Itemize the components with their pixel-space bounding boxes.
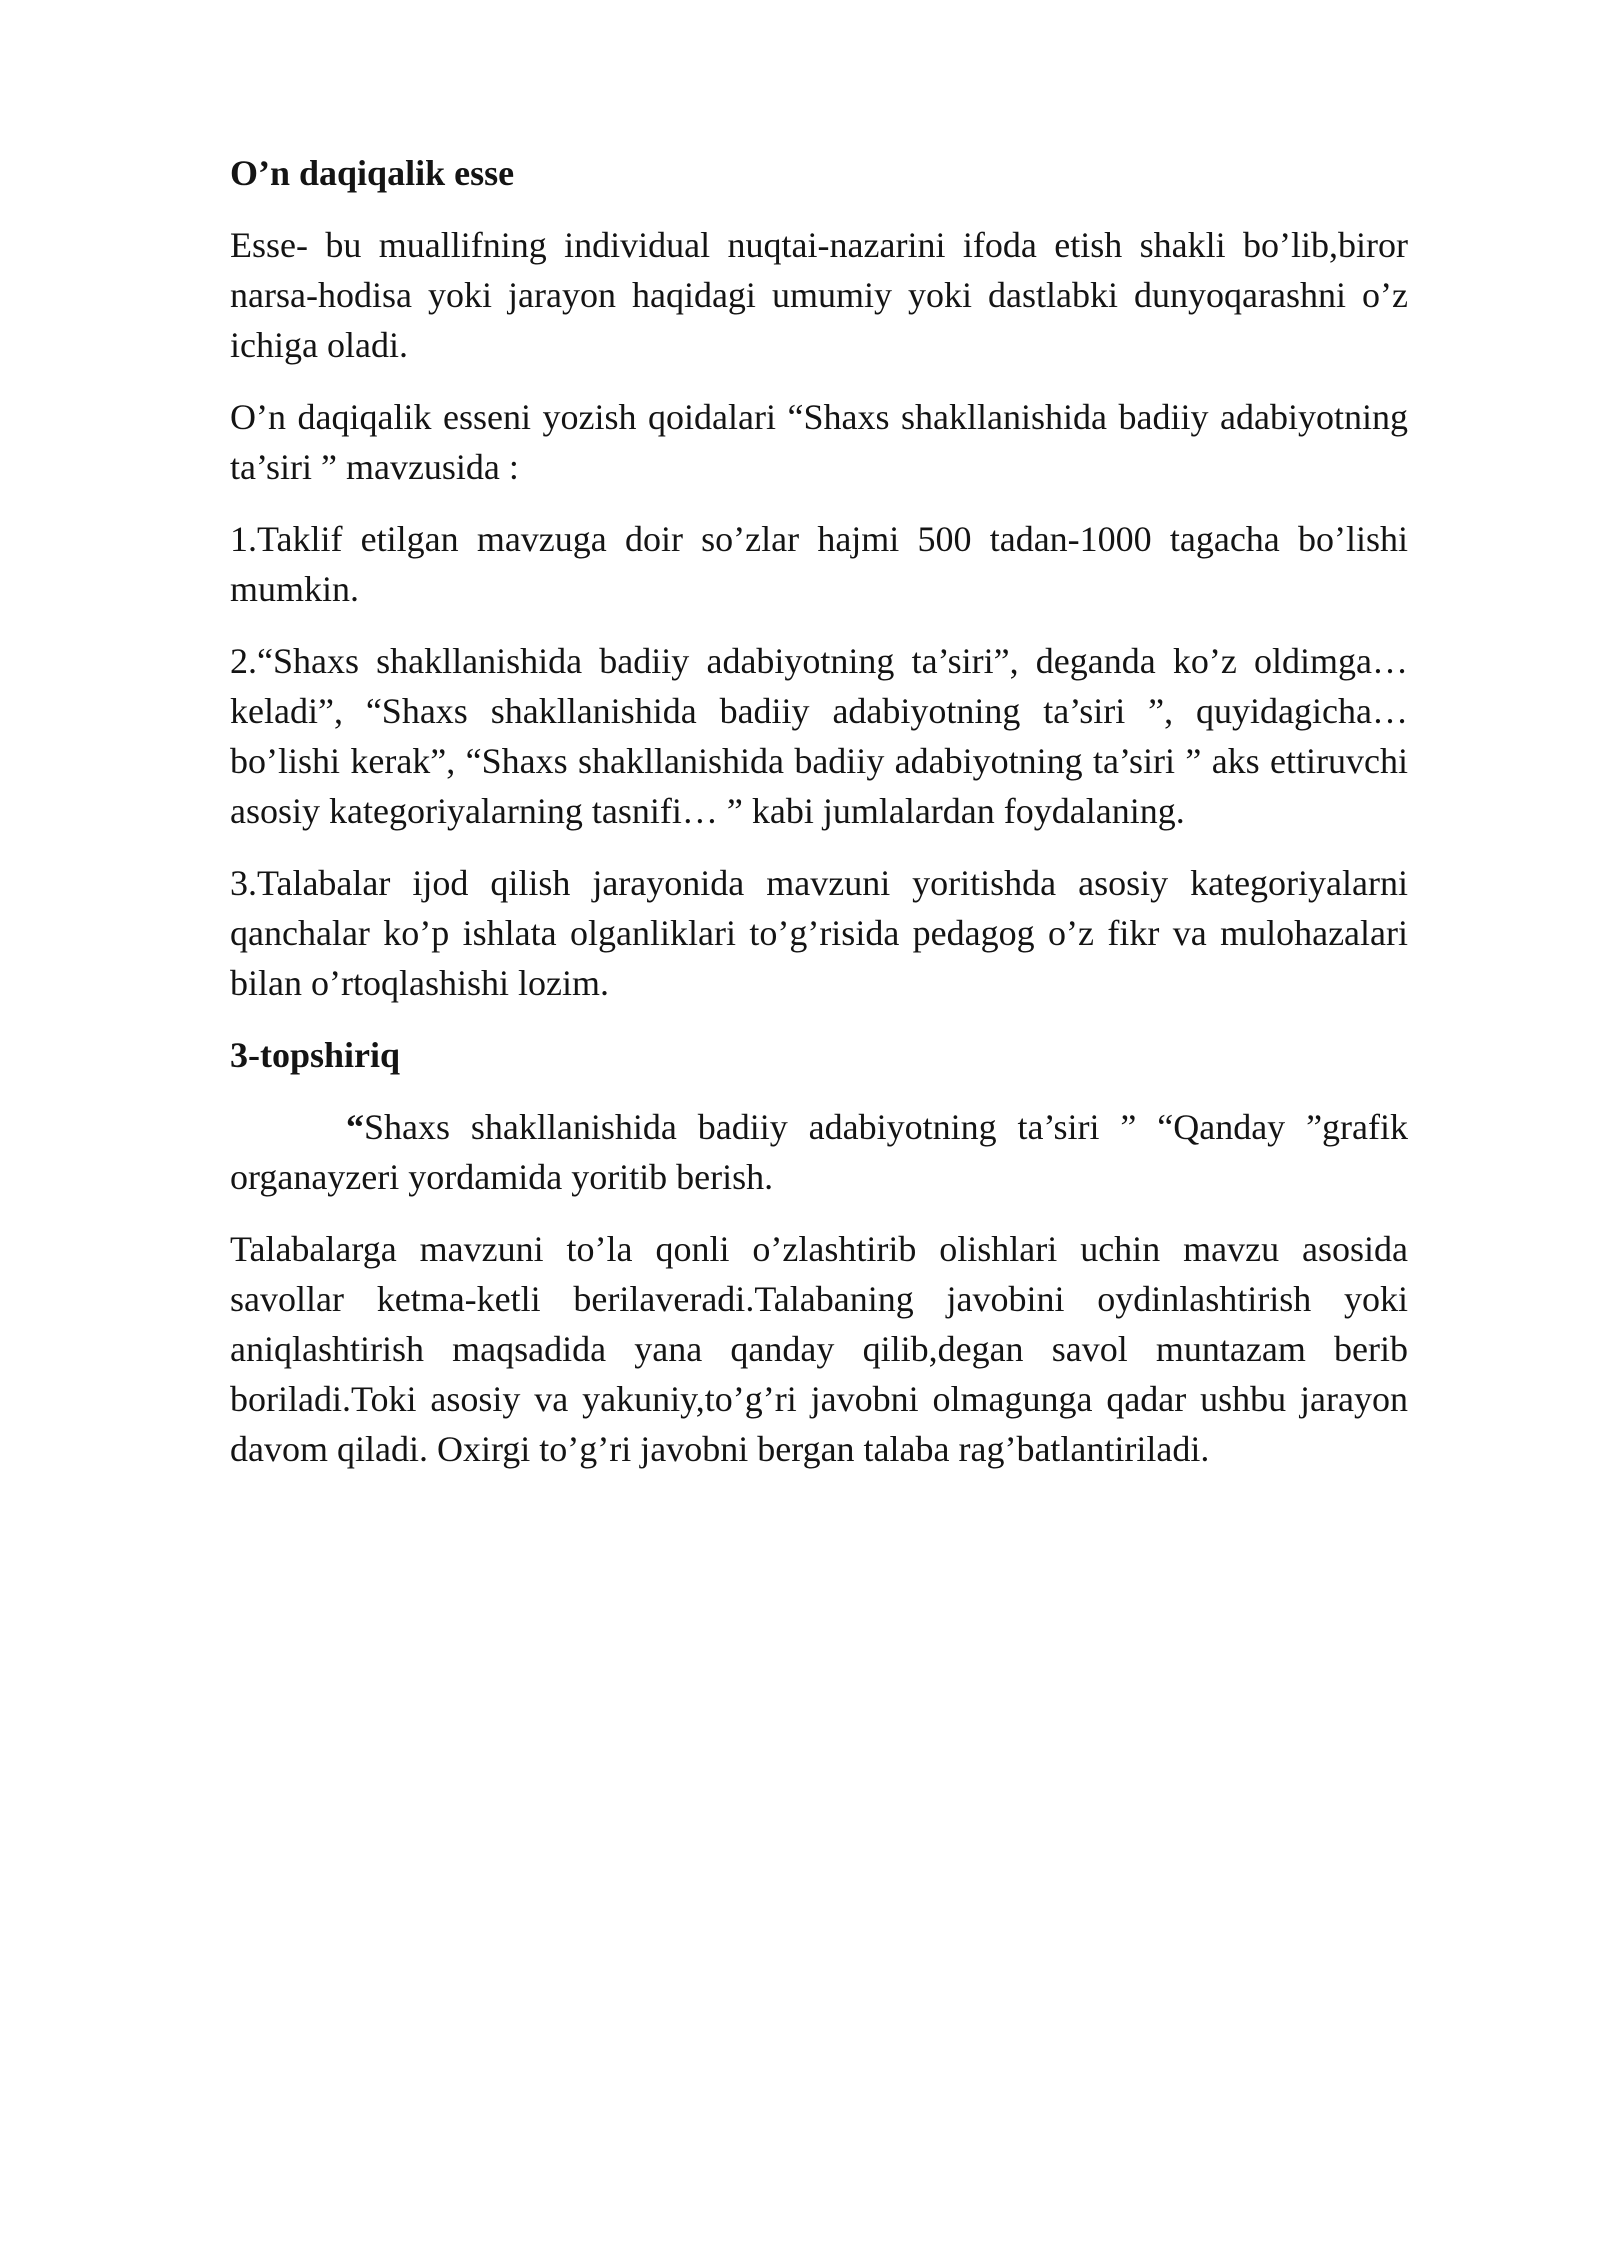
document-page <box>230 148 1408 1496</box>
rule-item-1: 1.Taklif etilgan mavzuga doir so’zlar hajmi 500 tadan-1000 tagacha bo’lishi mumkin. <box>230 519 1408 609</box>
rule-item-2: 2.“Shaxs shakllanishida badiiy adabiyotning ta’siri”, deganda ko’z oldimga… keladi”, “Shaxs shakllanishida badiiy adabiyotning ta’siri ”, quyidagicha… bo’lishi kerak”, “Shaxs shakllanishida badiiy adabiyotning ta’siri ” aks ettiruvchi asosiy kategoriyalarning tasnifi… ” kabi jumlalardan foydalaning. <box>230 641 1408 831</box>
task-text: Shaxs shakllanishida badiiy adabiyotning ta’siri ” “Qanday ”grafik organayzeri yordamida yoritib berish. <box>230 1107 1408 1197</box>
section-heading: 3-topshiriq <box>230 1035 401 1075</box>
rule-item-3: 3.Talabalar ijod qilish jarayonida mavzuni yoritishda asosiy kategoriyalarni qanchalar ko’p ishlata olganliklari to’g’risida pedagog o’z fikr va mulohazalari bilan o’rtoqlashishi lozim. <box>230 863 1408 1003</box>
task-paragraph <box>230 1102 1408 1202</box>
paragraph-rules-intro: O’n daqiqalik esseni yozish qoidalari “Shaxs shakllanishida badiiy adabiyotning ta’siri ” mavzusida : <box>230 397 1408 487</box>
paragraph-method-description: Talabalarga mavzuni to’la qonli o’zlashtirib olishlari uchin mavzu asosida savollar ketma-ketli berilaveradi.Talabaning javobini oydinlashtirish yoki aniqlashtirish maqsadida yana qanday qilib,degan savol muntazam berib boriladi.Toki asosiy va yakuniy,to’g’ri javobni olmagunga qadar ushbu jarayon davom qiladi. Oxirgi to’g’ri javobni bergan talaba rag’batlantiriladi. <box>230 1229 1408 1469</box>
paragraph-definition: Esse- bu muallifning individual nuqtai-nazarini ifoda etish shakli bo’lib,biror narsa-hodisa yoki jarayon haqidagi umumiy yoki dastlabki dunyoqarashni o’z ichiga oladi. <box>230 225 1408 365</box>
opening-quote-mark: “ <box>346 1107 364 1147</box>
document-title: O’n daqiqalik esse <box>230 153 515 193</box>
